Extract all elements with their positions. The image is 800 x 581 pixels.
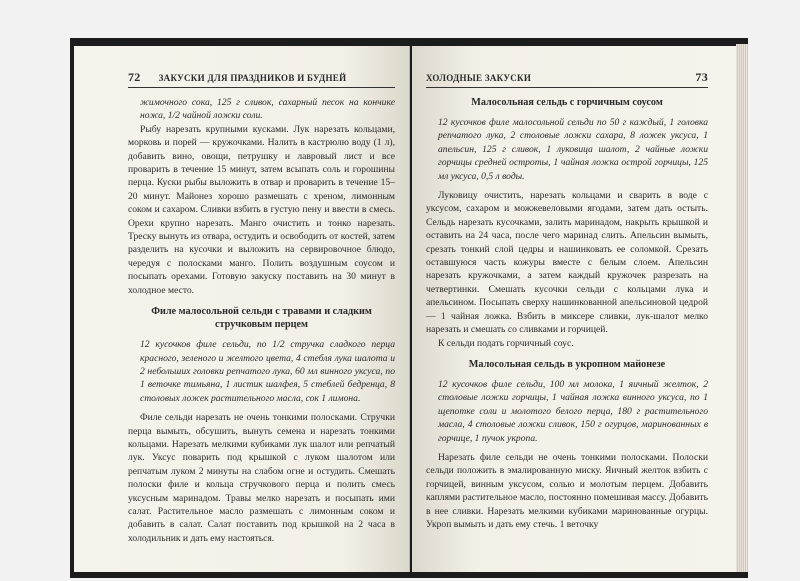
right-header-title: ХОЛОДНЫЕ ЗАКУСКИ [426, 73, 532, 83]
left-recipe-title: Филе малосольной сельди с травами и сладким стручковым перцем [151, 306, 372, 331]
left-top-ingredients: жимочного сока, 125 г сливок, сахарный песок на кончике ножа, 1/2 чайной ложки соли. [140, 97, 395, 122]
right-recipe-1-title: Малосольная сельдь с горчичным соусом [471, 97, 663, 108]
right-recipe-1-ingredients: 12 кусочков филе малосольной сельди по 50 г каждый, 1 головка репчатого лука, 2 столовые ложки сахара, 8 ложек уксуса, 1 апельсин, 125 г сливок, 1 луковица шалот, 2 чайные ложки горчицы средней остроты, 1 чайная ложка острой горчицы, 125 мл уксуса, 0,5 л воды. [438, 117, 708, 182]
left-recipe-ingredients: 12 кусочков филе сельди, по 1/2 стручка сладкого перца красного, зеленого и желтого цвета, 4 стебля лука шалота и 2 небольших головки репчатого лука, 60 мл винного уксуса, по 1 веточке тимьяна, 1 листик шалфея, 5 стеблей бедренца, 8 столовых ложек растительного масла, сок 1 лимона. [140, 339, 395, 404]
right-recipe-1-serve: К сельди подать горчичный соус. [438, 337, 574, 349]
right-recipe-2-ingredients: 12 кусочков филе сельди, 100 мл молока, 1 яичный желток, 2 столовые ложки горчицы, 1 чайная ложка винного уксуса, по 1 щепотке соли и молотого белого перца, 180 г растительного масла, 4 столовые ложки сливок, 150 г огурцов, маринованных в горчице, 1 пучок укропа. [438, 378, 708, 444]
left-header-title: ЗАКУСКИ ДЛЯ ПРАЗДНИКОВ И БУДНЕЙ [158, 73, 347, 83]
left-page [74, 46, 410, 572]
page-edges [736, 44, 748, 572]
left-page-number: 72 [128, 70, 141, 84]
left-paragraph-2: Филе сельди нарезать не очень тонкими полосками. Стручки перца вымыть, обсушить, вынуть семена и нарезать тонкими кольцами. Нарезать мелкими кубиками лук шалот или репчатый лук. Уксус поварить под крышкой с луком шалотом или репчатым луком 2 минуты на слабом огне и остудить. Смешать полоски филе и кольца стручкового перца и полить смесь уксусным маринадом. Травы мелко нарезать и посыпать ими салат. Растительное масло размешать с лимонным соком и добавить в салат. Салат поставить под крышкой на 2 часа в холодильник и дать ему настояться. [128, 412, 395, 544]
right-page [412, 46, 738, 572]
right-recipe-2-paragraph: Нарезать филе сельди не очень тонкими полосками. Полоски сельди положить в эмалированную миску. Яичный желток взбить с горчицей, винным уксусом, солью и молотым перцем. Добавить каплями растительное масло, постоянно помешивая массу. Добавить в нее сливки. Нарезать мелкими кубиками маринованные огурцы. Укроп вымыть и дать ему стечь. 1 веточку [426, 451, 708, 530]
right-recipe-2-title: Малосольная сельдь в укропном майонезе [468, 358, 666, 370]
right-running-header [426, 70, 708, 88]
right-recipe-1-paragraph: Луковицу очистить, нарезать кольцами и сварить в воде с уксусом, сахаром и можжевеловыми ягодами, затем дать остыть. Сельдь нарезать кусочками, залить маринадом, накрыть крышкой и оставить на 24 часа, после чего маринад слить. Апельсин вымыть, срезать тонкий слой цедры и нашинковать ее соломкой. Срезать оставшуюся часть кожуры вместе с белым слоем. Апельсин нарезать кружочками, а затем каждый кружочек разрезать на четвертинки. Смешать кусочки сельди с кольцами лука и апельсином. Посыпать сверху нашинкованной апельсиновой цедрой — 1 чайная ложка. Взбить в миксере сливки, лук-шалот мелко нарезать и смешать со сливками и горчицей. [426, 190, 708, 336]
left-running-header [128, 70, 395, 88]
left-paragraph-1: Рыбу нарезать крупными кусками. Лук нарезать кольцами, морковь и порей — кружочками. Налить в кастрюлю воду (1 л), добавить вино, овощи, петрушку и лавровый лист и все проварить в течение 15 минут, затем всыпать соль и горошины перца. Куски рыбы выложить в отвар и проварить в течение 15–20 минут. Майонез хорошо размешать с хреном, лимонным соком и сахаром. Сливки взбить в густую пену и ввести в смесь. Орехи крупно нарезать. Манго очистить и тонко нарезать. Треску вынуть из отвара, остудить и освободить от костей, затем разделить на кусочки и выложить на сервировочное блюдо, чередуя с полосками манго. Полить воздушным соусом и посыпать орехами. Готовую закуску поставить на 30 минут в холодное место. [128, 123, 395, 296]
right-page-number: 73 [695, 70, 708, 84]
